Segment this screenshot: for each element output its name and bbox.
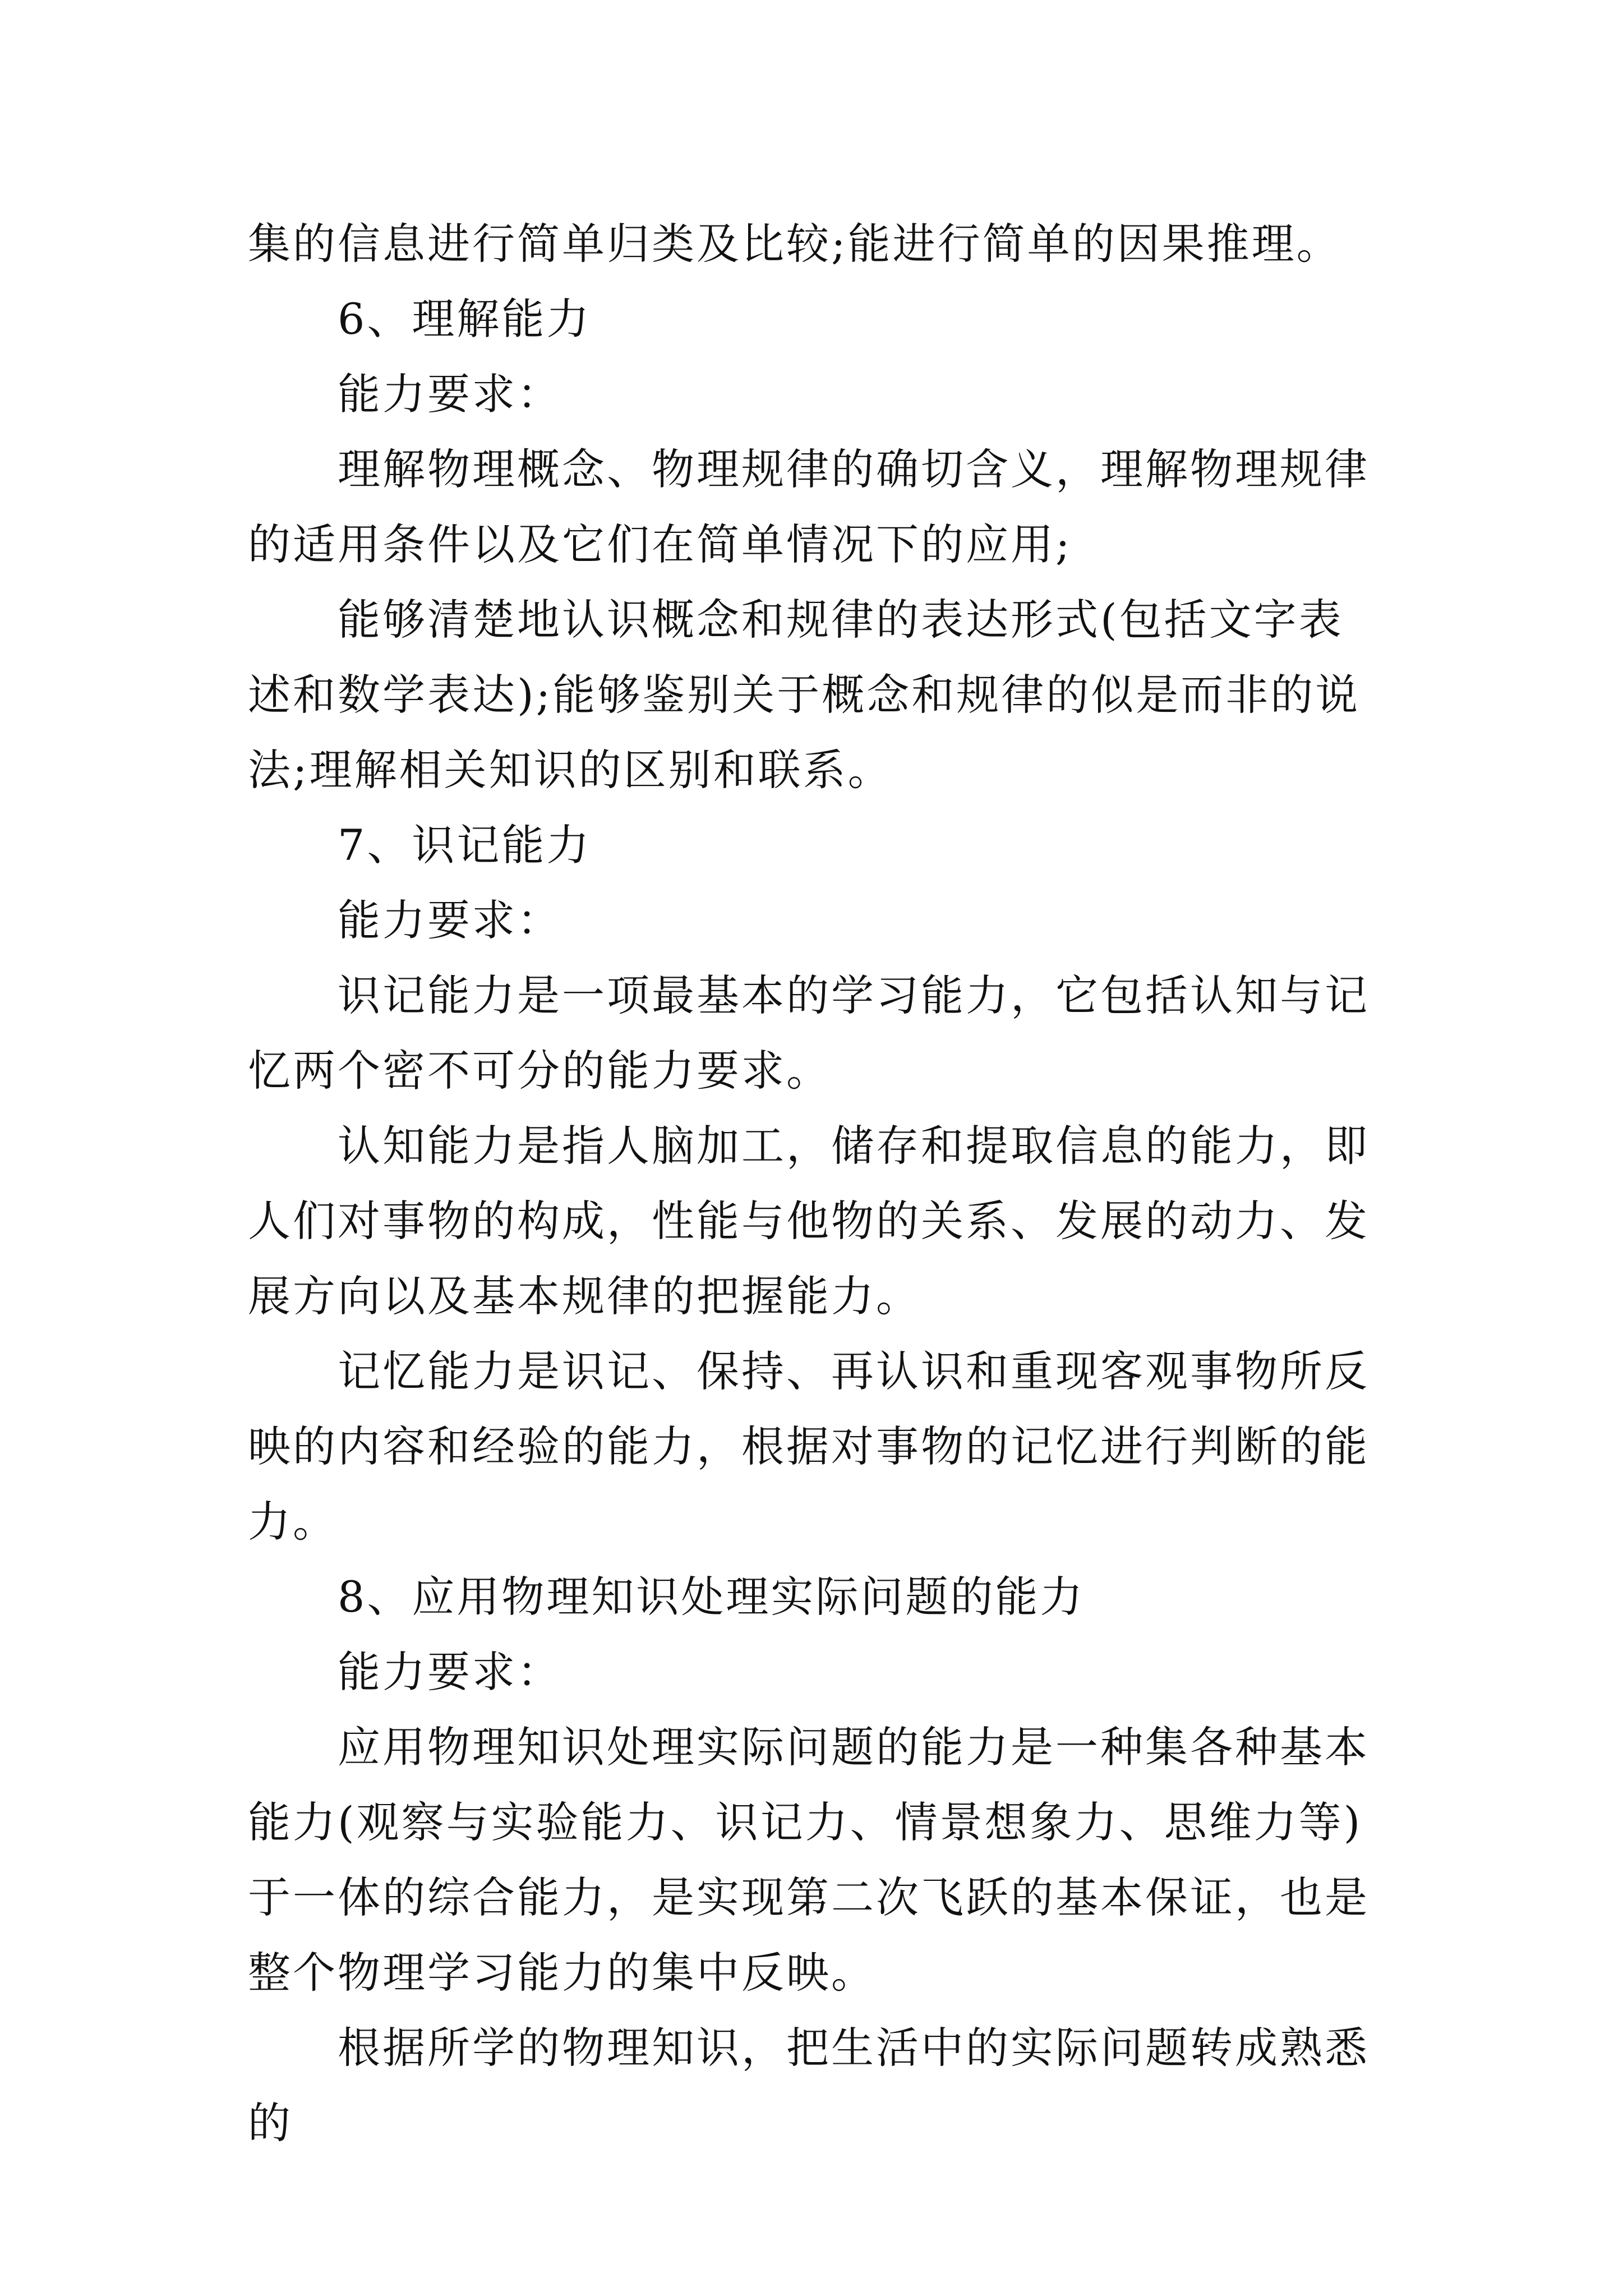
section-heading-8: 8、应用物理知识处理实际问题的能力 (338, 1572, 1085, 1622)
requirement-label-6: 能力要求： (338, 369, 562, 419)
section-heading-7: 7、识记能力 (338, 820, 592, 870)
memory-paragraph-3: 记忆能力是识记、保持、再认识和重现客观事物所反映的内容和经验的能力，根据对事物的记忆进行判断的能力。 (248, 1346, 1370, 1547)
memory-paragraph-2: 认知能力是指人脑加工，储存和提取信息的能力，即人们对事物的构成，性能与他物的关系、发展的动力、发展方向以及基本规律的把握能力。 (248, 1121, 1370, 1321)
requirement-label-7: 能力要求： (338, 895, 562, 945)
memory-paragraph-1: 识记能力是一项最基本的学习能力，它包括认知与记忆两个密不可分的能力要求。 (248, 970, 1370, 1096)
application-paragraph-1: 应用物理知识处理实际问题的能力是一种集各种基本能力(观察与实验能力、识记力、情景想象力、思维力等)于一体的综合能力，是实现第二次飞跃的基本保证，也是整个物理学习能力的集中反映。 (248, 1722, 1370, 1998)
requirement-label-8: 能力要求： (338, 1647, 562, 1697)
document-body (248, 206, 1386, 2161)
understanding-paragraph-2: 能够清楚地认识概念和规律的表达形式(包括文字表述和数学表达);能够鉴别关于概念和规律的似是而非的说法;理解相关知识的区别和联系。 (248, 595, 1361, 795)
application-paragraph-2: 根据所学的物理知识，把生活中的实际问题转成熟悉的 (248, 2023, 1370, 2148)
understanding-paragraph-1: 理解物理概念、物理规律的确切含义，理解物理规律的适用条件以及它们在简单情况下的应用; (248, 444, 1370, 569)
continuation-line: 集的信息进行简单归类及比较;能进行简单的因果推理。 (248, 219, 1341, 269)
section-heading-6: 6、理解能力 (338, 294, 592, 344)
